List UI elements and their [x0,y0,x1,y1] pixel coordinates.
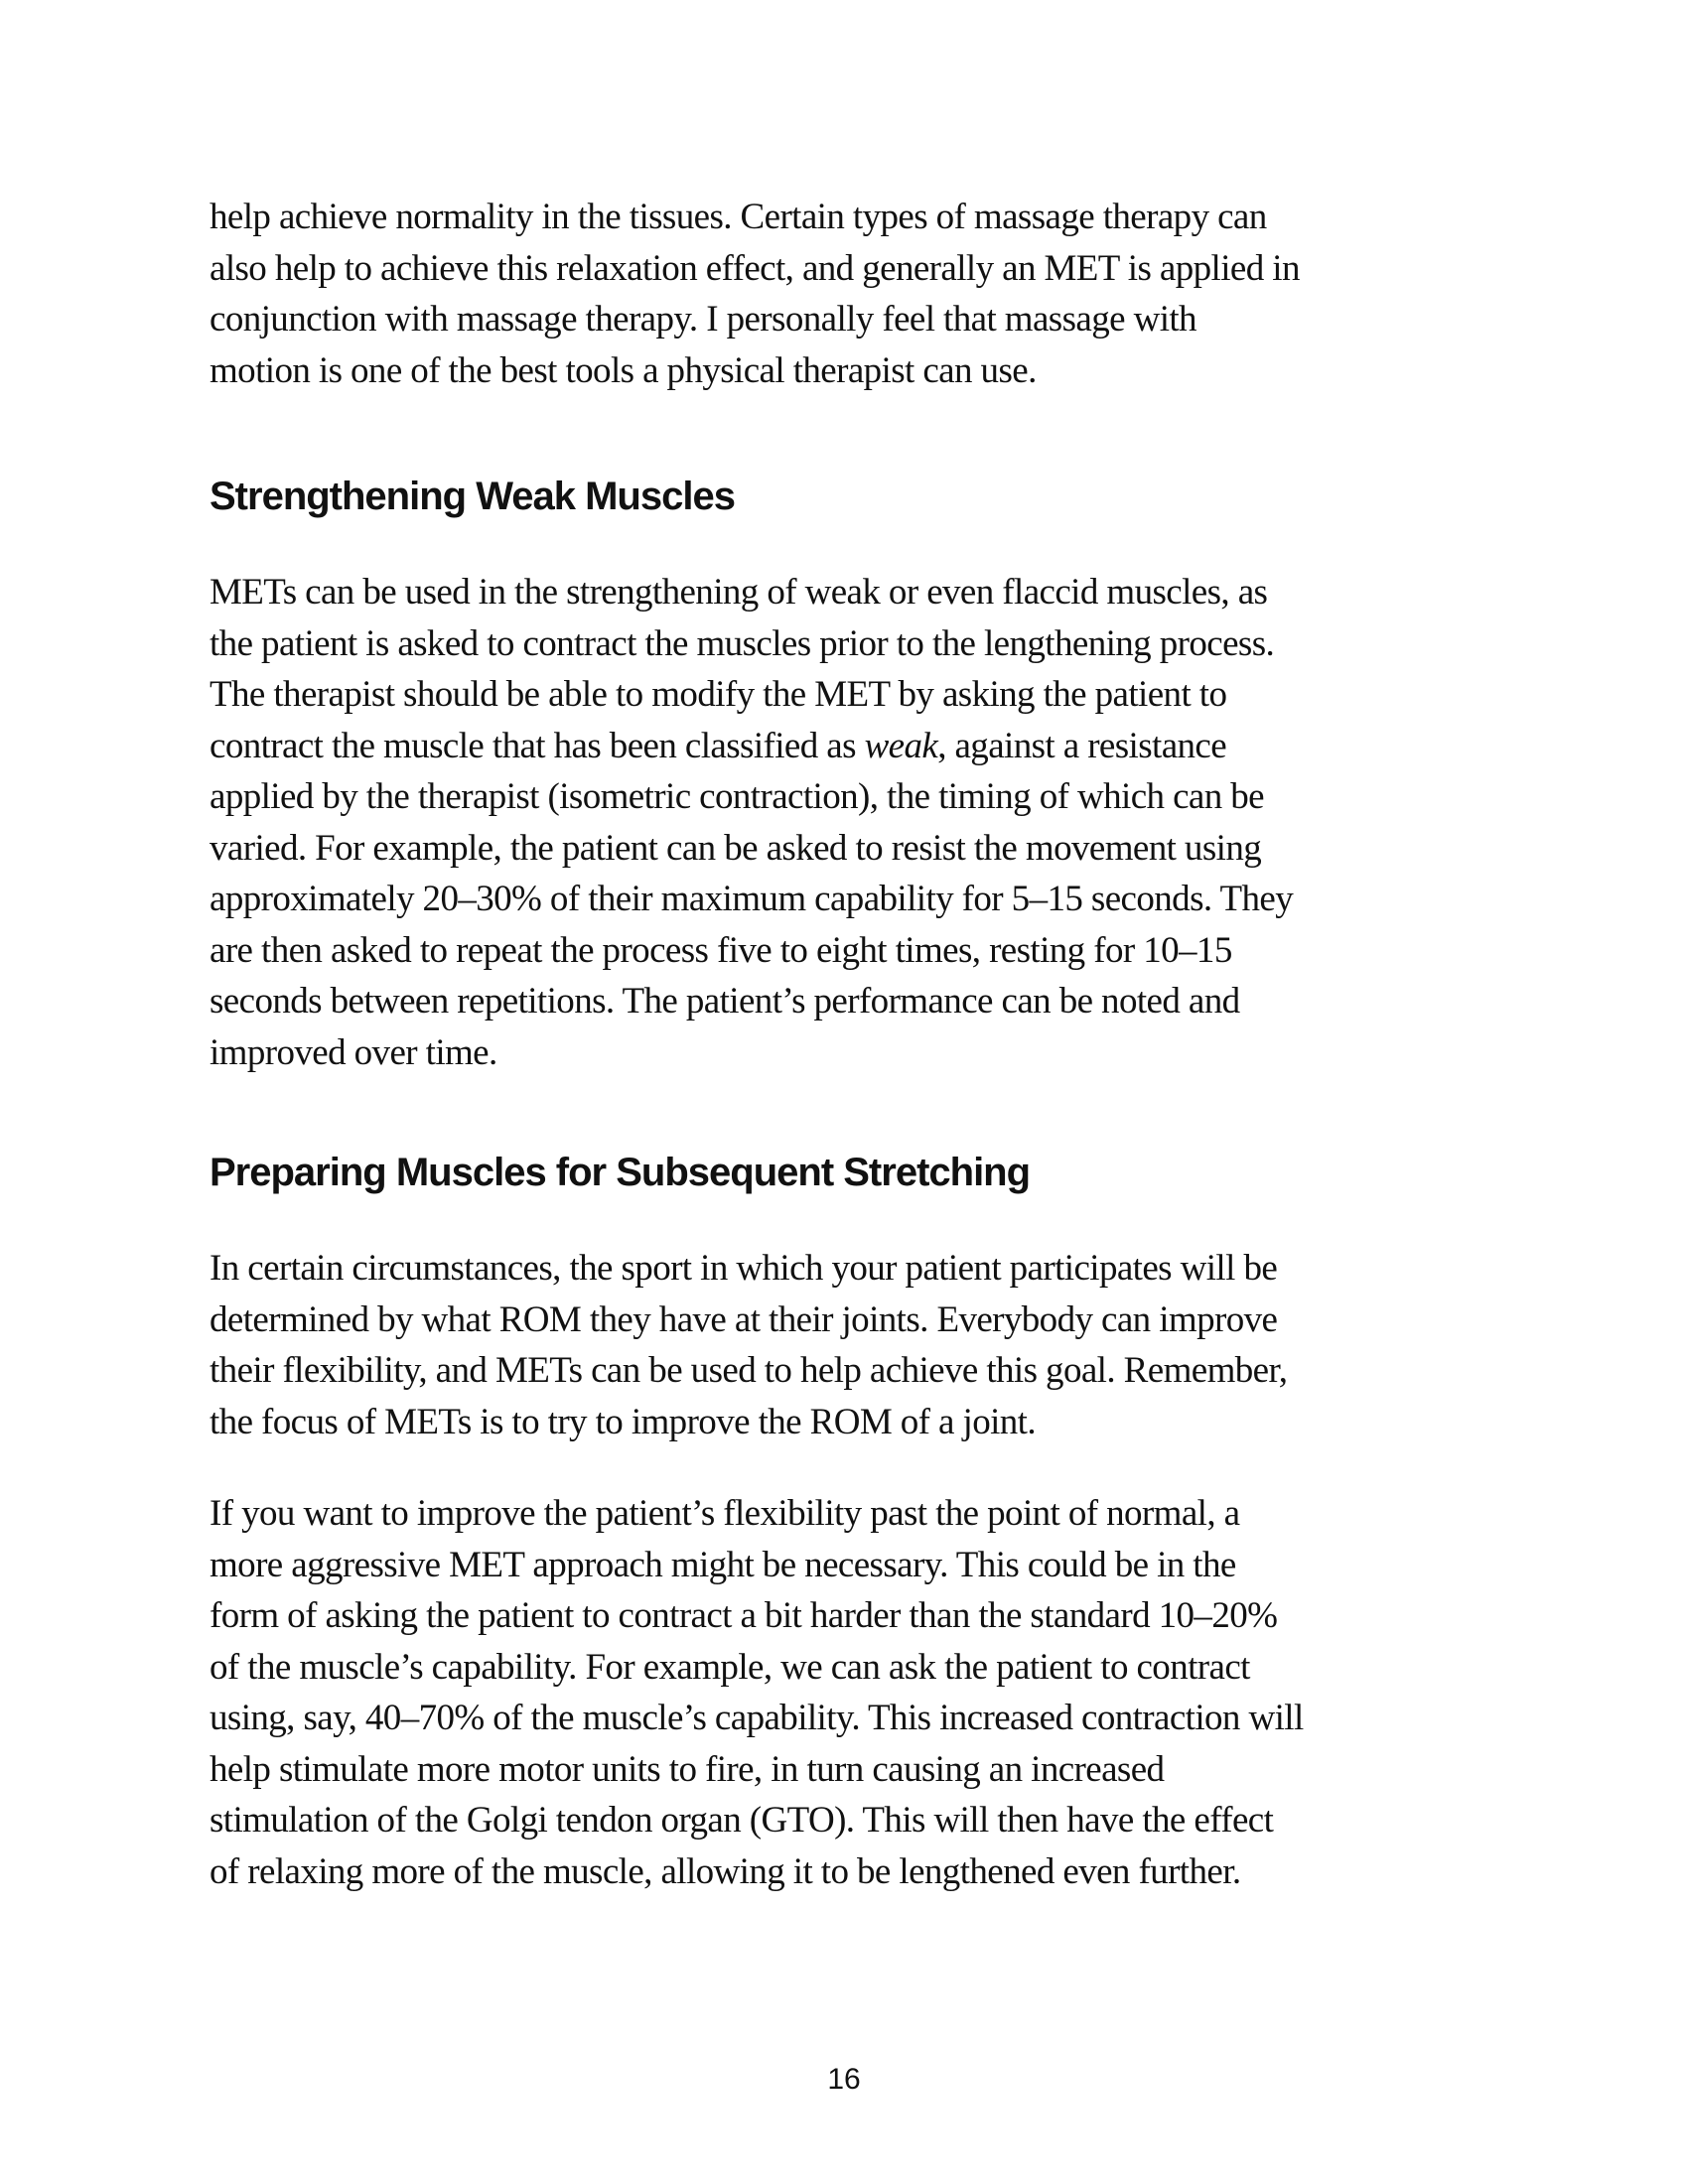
text-line: improved over time. [210,1031,497,1073]
heading-preparing-muscles: Preparing Muscles for Subsequent Stretching [210,1151,1031,1194]
text-line: of relaxing more of the muscle, allowing it to be lengthened even further. [210,1850,1241,1892]
text-line [210,721,1490,772]
paragraph-aggressive-met [210,1488,1490,1897]
paragraph-rom [210,1243,1490,1447]
paragraph-intro [210,192,1490,396]
text-line: conjunction with massage therapy. I personally feel that massage with [210,299,1196,340]
text-line: are then asked to repeat the process five to eight times, resting for 10–15 [210,929,1232,971]
text-line: help achieve normality in the tissues. Certain types of massage therapy can [210,197,1267,237]
text-line: METs can be used in the strengthening of weak or even flaccid muscles, as [210,572,1268,613]
text-line: of the muscle’s capability. For example, we can ask the patient to contract [210,1646,1250,1688]
text-line: In certain circumstances, the sport in which your patient participates will be [210,1248,1278,1289]
text-line: also help to achieve this relaxation effect, and generally an MET is applied in [210,247,1300,289]
text-line: using, say, 40–70% of the muscle’s capability. This increased contraction will [210,1698,1304,1738]
text-line: applied by the therapist (isometric contraction), the timing of which can be [210,776,1264,817]
text-segment: , against a resistance [937,725,1227,766]
text-segment: contract the muscle that has been classified as [210,725,865,766]
text-line: stimulation of the Golgi tendon organ (GTO). This will then have the effect [210,1800,1274,1841]
text-line: form of asking the patient to contract a bit harder than the standard 10–20% [210,1595,1278,1636]
text-line: If you want to improve the patient’s flexibility past the point of normal, a [210,1493,1240,1534]
text-line: varied. For example, the patient can be asked to resist the movement using [210,827,1262,869]
text-line: the focus of METs is to try to improve the ROM of a joint. [210,1401,1037,1442]
text-line: motion is one of the best tools a physical therapist can use. [210,349,1037,391]
paragraph-strengthening [210,567,1490,1078]
page-number: 16 [827,2063,861,2096]
text-line: seconds between repetitions. The patient’s performance can be noted and [210,981,1240,1022]
text-line: The therapist should be able to modify the MET by asking the patient to [210,674,1227,715]
text-line: the patient is asked to contract the muscles prior to the lengthening process. [210,622,1275,664]
italic-term: weak [864,725,938,766]
text-line: approximately 20–30% of their maximum capability for 5–15 seconds. They [210,879,1294,919]
text-line: determined by what ROM they have at their joints. Everybody can improve [210,1298,1278,1340]
text-line: help stimulate more motor units to fire, in turn causing an increased [210,1748,1165,1790]
heading-strengthening-weak-muscles: Strengthening Weak Muscles [210,475,735,518]
text-line: their flexibility, and METs can be used to help achieve this goal. Remember, [210,1350,1288,1391]
text-line: more aggressive MET approach might be necessary. This could be in the [210,1544,1236,1585]
